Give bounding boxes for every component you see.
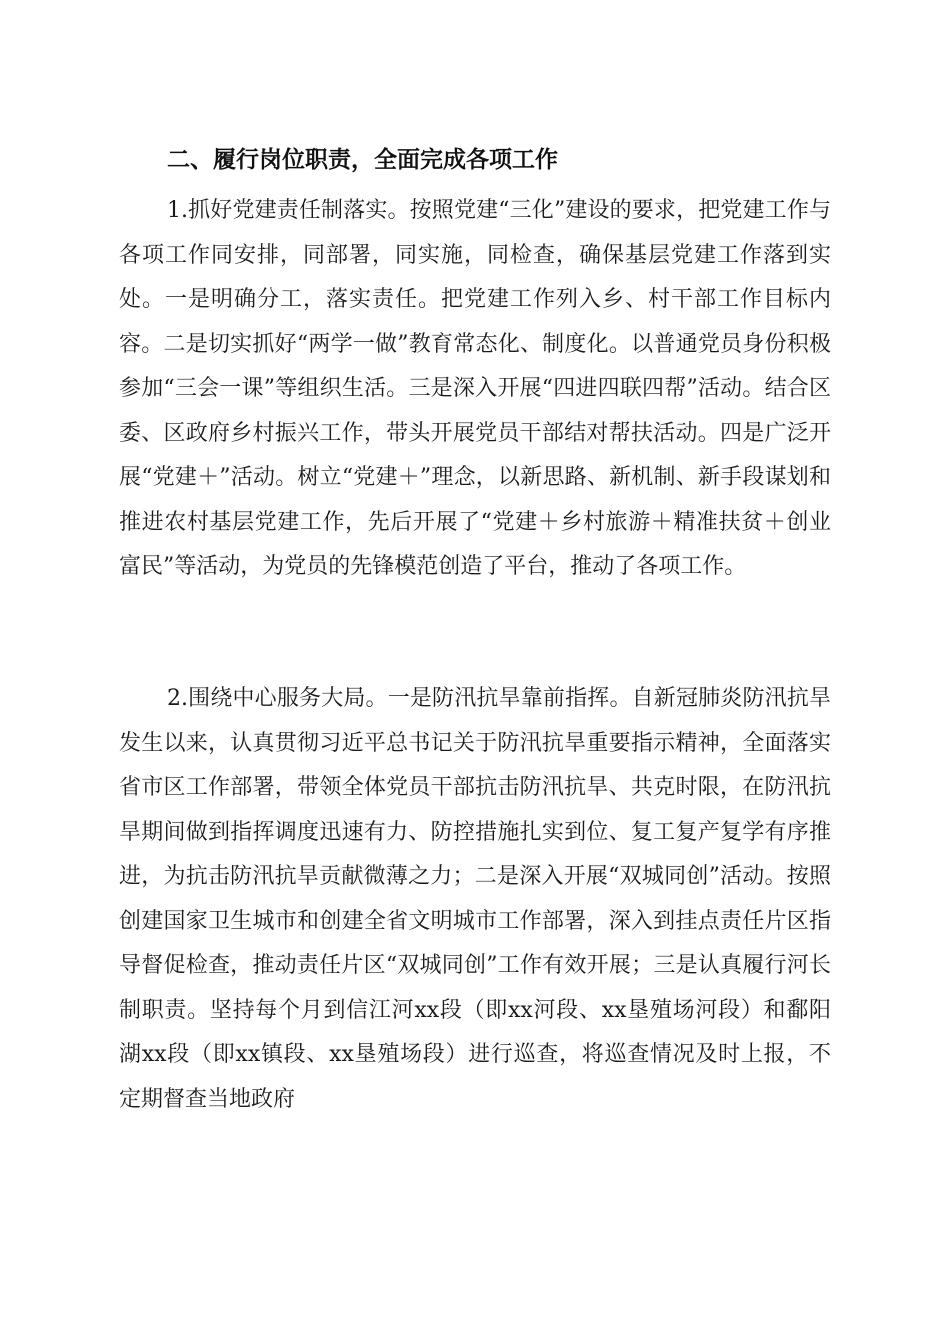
section-heading: 二、履行岗位职责，全面完成各项工作 [167, 147, 558, 173]
paragraph-party-building: 1.抓好党建责任制落实。按照党建“三化”建设的要求，把党建工作与各项工作同安排，同部署，同实施，同检查，确保基层党建工作落到实处。一是明确分工，落实责任。把党建工作列入乡、村干部工作目标内容。二是切实抓好“两学一做”教育常态化、制度化。以普通党员身份积极参加“三会一课”等组织生活。三是深入开展“四进四联四帮”活动。结合区委、区政府乡村振兴工作，带头开展党员干部结对帮扶活动。四是广泛开展“党建＋”活动。树立“党建＋”理念，以新思路、新机制、新手段谋划和推进农村基层党建工作，先后开展了“党建＋乡村旅游＋精准扶贫＋创业富民”等活动，为党员的先锋模范创造了平台，推动了各项工作。 [119, 198, 831, 579]
paragraph-central-service: 2.围绕中心服务大局。一是防汛抗旱靠前指挥。自新冠肺炎防汛抗旱发生以来，认真贯彻习近平总书记关于防汛抗旱重要指示精神，全面落实省市区工作部署，带领全体党员干部抗击防汛抗旱、共克时限，在防汛抗旱期间做到指挥调度迅速有力、防控措施扎实到位、复工复产复学有序推进，为抗击防汛抗旱贡献微薄之力；二是深入开展“双城同创”活动。按照创建国家卫生城市和创建全省文明城市工作部署，深入到挂点责任片区指导督促检查，推动责任片区“双城同创”工作有效开展；三是认真履行河长制职责。坚持每个月到信江河xx段（即xx河段、xx垦殖场河段）和鄱阳湖xx段（即xx镇段、xx垦殖场段）进行巡查，将巡查情况及时上报，不定期督查当地政府 [119, 686, 831, 1112]
